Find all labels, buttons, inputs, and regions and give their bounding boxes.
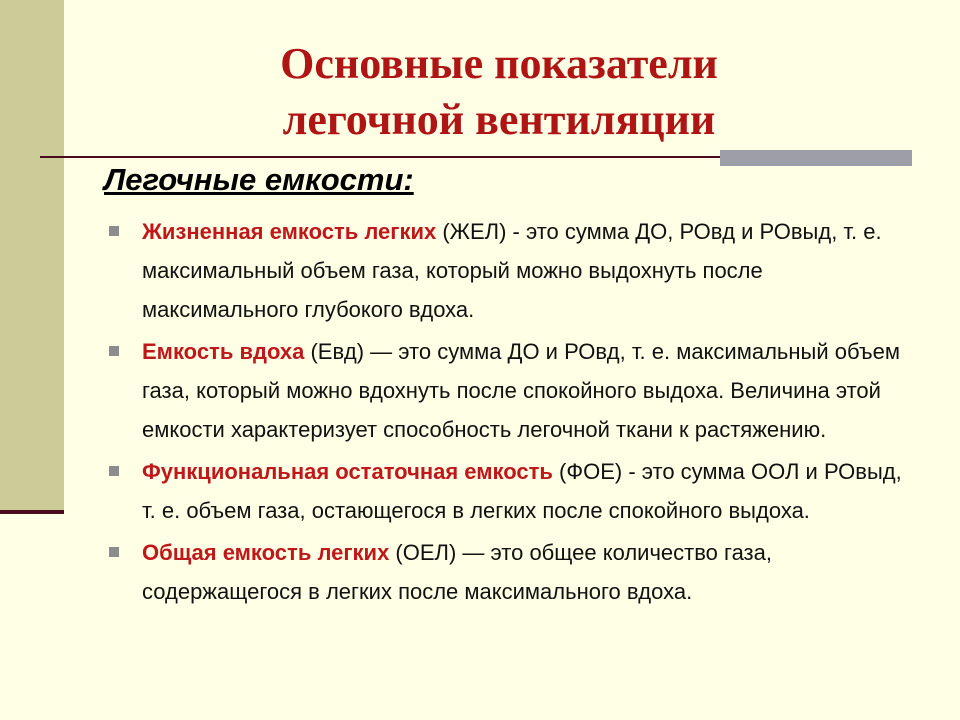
item-text: (ОЕЛ) — это общее количество газа, содержащегося в легких после максимального вдоха. <box>142 540 772 604</box>
section-heading: Легочные емкости: <box>104 162 414 197</box>
item-term: Жизненная емкость легких <box>142 219 437 244</box>
item-text: (Евд) — это сумма ДО и РОвд, т. е. максимальный объем газа, который можно вдохнуть после спокойного выдоха. Величина этой емкости характеризует способность легочной ткани к растяжению. <box>142 339 900 442</box>
square-bullet-icon <box>109 547 119 557</box>
item-text: (ЖЕЛ) - это сумма ДО, РОвд и РОвыд, т. е. максимальный объем газа, который можно выдохнуть после максимального глубокого вдоха. <box>142 219 882 322</box>
square-bullet-icon <box>109 226 119 236</box>
title-accent-bar <box>720 150 912 166</box>
slide-title <box>64 36 934 148</box>
bullet-list <box>104 212 904 614</box>
square-bullet-icon <box>109 466 119 476</box>
square-bullet-icon <box>109 346 119 356</box>
list-item <box>104 533 904 611</box>
list-item <box>104 332 904 449</box>
item-term: Емкость вдоха <box>142 339 305 364</box>
item-term: Общая емкость легких <box>142 540 390 565</box>
title-line-1: Основные показатели <box>280 39 718 88</box>
list-item <box>104 212 904 329</box>
list-item <box>104 452 904 530</box>
item-term: Функциональная остаточная емкость <box>142 459 553 484</box>
item-text: (ФОЕ) - это сумма ООЛ и РОвыд, т. е. объем газа, остающегося в легких после спокойного выдоха. <box>142 459 902 523</box>
left-decorative-band <box>0 0 64 512</box>
title-line-2: легочной вентиляции <box>282 95 716 144</box>
left-band-edge <box>0 510 64 514</box>
